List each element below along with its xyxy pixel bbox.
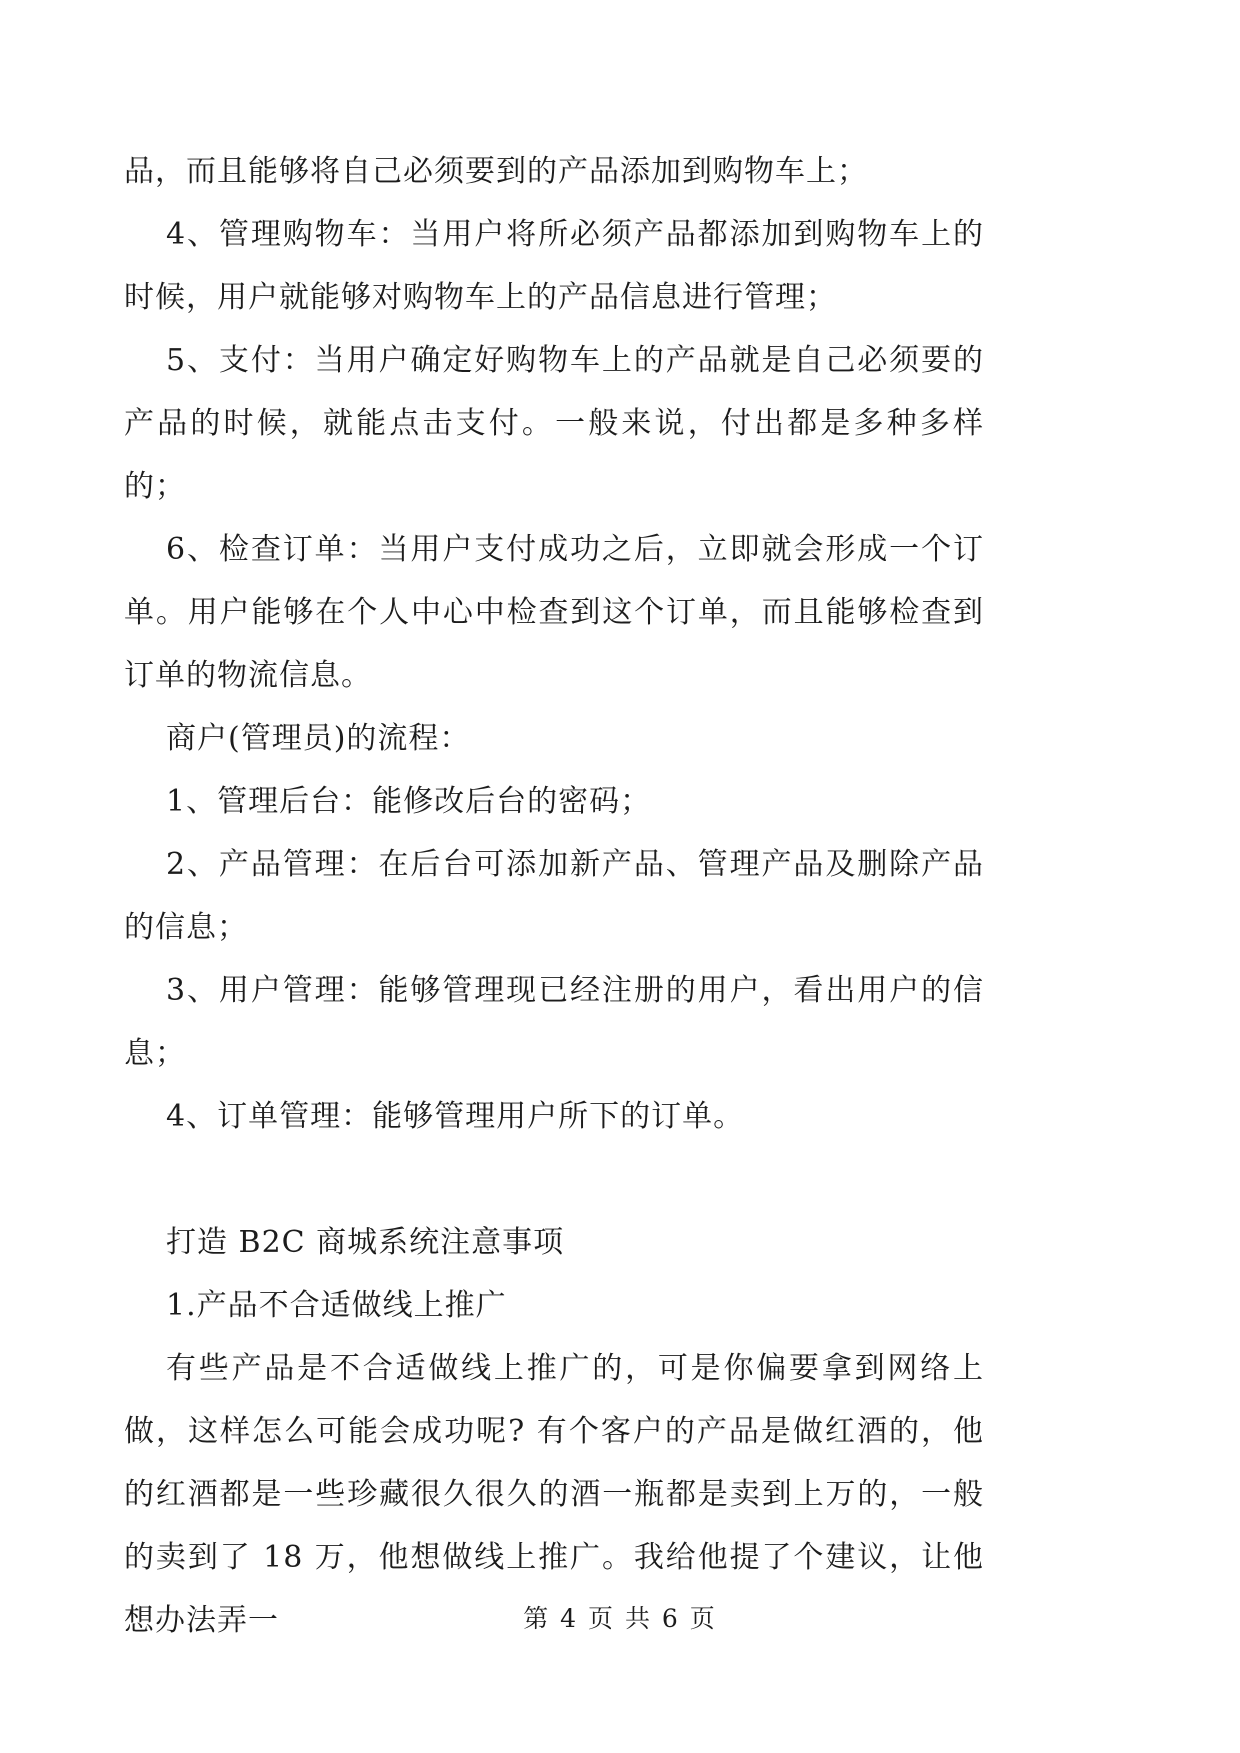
paragraph: 2、产品管理：在后台可添加新产品、管理产品及删除产品的信息； xyxy=(124,847,984,945)
paragraph: 5、支付：当用户确定好购物车上的产品就是自己必须要的产品的时候，就能点击支付。一般来说，付出都是多种多样的； xyxy=(124,343,984,504)
paragraph: 1、管理后台：能修改后台的密码； xyxy=(166,784,652,819)
paragraph: 品，而且能够将自己必须要到的产品添加到购物车上； xyxy=(124,154,868,189)
paragraph: 商户(管理员)的流程： xyxy=(166,721,471,756)
paragraph: 3、用户管理：能够管理现已经注册的用户，看出用户的信息； xyxy=(124,973,984,1071)
document-body xyxy=(124,140,984,1652)
paragraph: 4、订单管理：能够管理用户所下的订单。 xyxy=(166,1099,745,1134)
paragraph: 4、管理购物车：当用户将所必须产品都添加到购物车上的时候，用户就能够对购物车上的产品信息进行管理； xyxy=(124,217,984,315)
paragraph-spacer xyxy=(124,1148,984,1211)
page-footer: 第 4 页 共 6 页 xyxy=(523,1604,717,1633)
subsection-heading: 1.产品不合适做线上推广 xyxy=(166,1288,507,1323)
paragraph: 6、检查订单：当用户支付成功之后，立即就会形成一个订单。用户能够在个人中心中检查到这个订单，而且能够检查到订单的物流信息。 xyxy=(124,532,984,693)
section-heading: 打造 B2C 商城系统注意事项 xyxy=(166,1225,565,1260)
paragraph: 有些产品是不合适做线上推广的，可是你偏要拿到网络上做，这样怎么可能会成功呢? 有个客户的产品是做红酒的，他的红酒都是一些珍藏很久很久的酒一瓶都是卖到上万的，一般的卖到了 18 万，他想做线上推广。我给他提了个建议，让他想办法弄一 xyxy=(124,1351,984,1638)
